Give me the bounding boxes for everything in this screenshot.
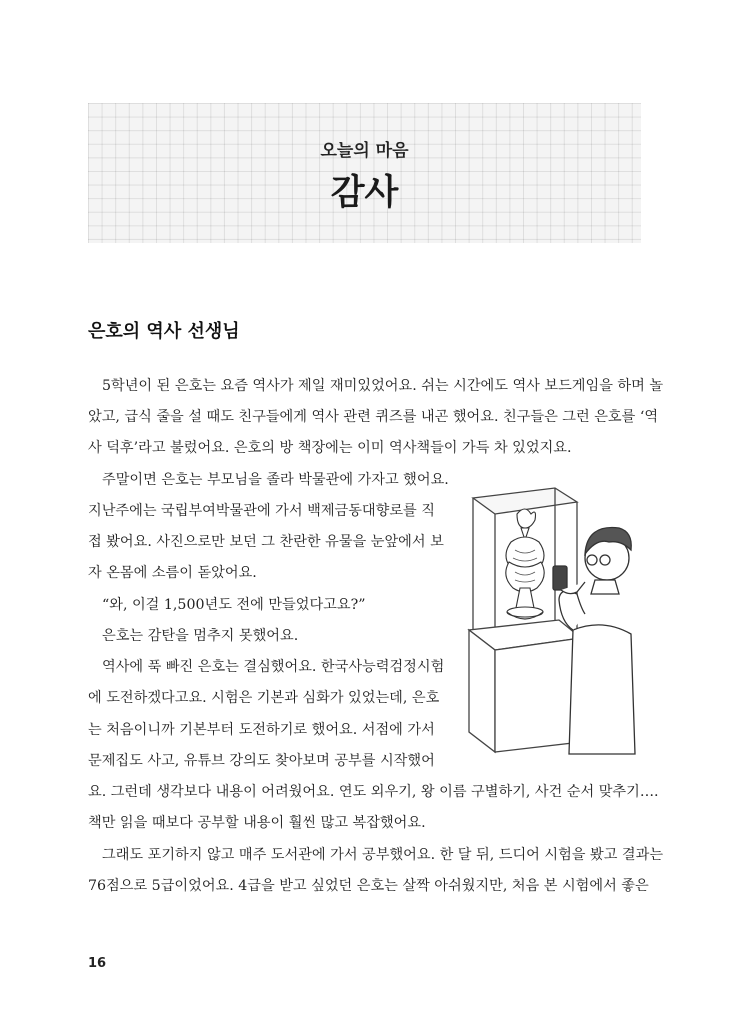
paragraph-line: 그래도 포기하지 않고 매주 도서관에 가서 공부했어요. 한 달 뒤, 드디어 시험을 봤고 결과는: [102, 847, 664, 863]
paragraph-line: 지난주에는 국립부여박물관에 가서 백제금동대향로를 직: [88, 503, 435, 519]
section-heading: 은호의 역사 선생님: [88, 321, 240, 342]
page-number: 16: [88, 956, 107, 971]
paragraph-line: 요. 그런데 생각보다 내용이 어려웠어요. 연도 외우기, 왕 이름 구별하기, 사건 순서 맞추기….: [88, 784, 659, 800]
paragraph-line: 문제집도 사고, 유튜브 강의도 찾아보며 공부를 시작했어: [88, 753, 435, 769]
paragraph-line: 았고, 급식 줄을 설 때도 친구들에게 역사 관련 퀴즈를 내곤 했어요. 친구들은 그런 은호를 ‘역: [88, 409, 659, 425]
paragraph-line: 에 도전하겠다고요. 시험은 기본과 심화가 있었는데, 은호: [88, 690, 440, 706]
boy-museum-illustration: [465, 480, 645, 760]
page-subtitle: 오늘의 마음: [320, 141, 409, 161]
paragraph-line: 은호는 감탄을 멈추지 못했어요.: [102, 628, 299, 644]
dialogue-line: “와, 이걸 1,500년도 전에 만들었다고요?”: [102, 597, 366, 613]
paragraph-line: 역사에 푹 빠진 은호는 결심했어요. 한국사능력검정시험: [102, 659, 445, 675]
paragraph-line: 는 처음이니까 기본부터 도전하기로 했어요. 서점에 가서: [88, 722, 435, 738]
paragraph-line: 주말이면 은호는 부모님을 졸라 박물관에 가자고 했어요.: [102, 472, 449, 488]
paragraph-line: 5학년이 된 은호는 요즘 역사가 제일 재미있었어요. 쉬는 시간에도 역사 보드게임을 하며 놀: [102, 378, 664, 394]
page-title: 감사: [330, 173, 399, 213]
paragraph-line: 접 봤어요. 사진으로만 보던 그 찬란한 유물을 눈앞에서 보: [88, 534, 444, 550]
paragraph-line: 책만 읽을 때보다 공부할 내용이 훨씬 많고 복잡했어요.: [88, 815, 426, 831]
title-box: [88, 103, 641, 243]
paragraph-line: 자 온몸에 소름이 돋았어요.: [88, 565, 257, 581]
paragraph-line: 사 덕후’라고 불렀어요. 은호의 방 책장에는 이미 역사책들이 가득 차 있었지요.: [88, 440, 572, 456]
paragraph-line: 76점으로 5급이었어요. 4급을 받고 싶었던 은호는 살짝 아쉬웠지만, 처음 본 시험에서 좋은: [88, 878, 649, 894]
